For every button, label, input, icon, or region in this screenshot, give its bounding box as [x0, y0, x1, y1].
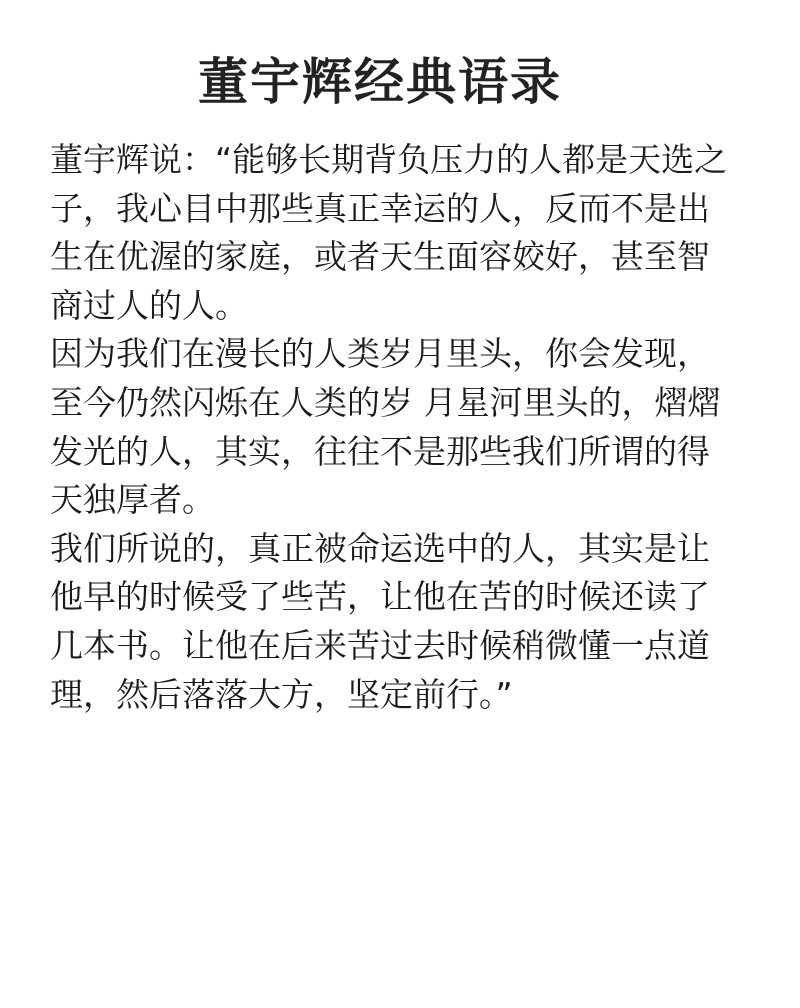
text-line: 他早的时候受了些苦，让他在苦的时候还读了	[50, 577, 710, 617]
text-line: 因为我们在漫长的人类岁月里头，你会发现，	[50, 334, 710, 374]
text-line: 理，然后落落大方，坚定前行。”	[50, 674, 513, 714]
page-title: 董宇辉经典语录	[198, 52, 562, 111]
text-line: 董宇辉说：“能够长期背负压力的人都是天选之	[50, 140, 728, 179]
text-line: 商过人的人。	[50, 285, 248, 325]
text-line: 至今仍然闪烁在人类的岁 月星河里头的，熠熠	[50, 382, 721, 422]
text-line: 几本书。让他在后来苦过去时候稍微懂一点道	[50, 625, 710, 665]
quote-paragraph-3	[50, 525, 750, 719]
quote-paragraph-1	[50, 136, 750, 330]
text-line: 天独厚者。	[50, 480, 215, 520]
text-line: 生在优渥的家庭，或者天生面容姣好，甚至智	[50, 237, 710, 277]
text-line: 发光的人，其实，往往不是那些我们所谓的得	[50, 431, 710, 471]
text-line: 我们所说的，真正被命运选中的人，其实是让	[50, 528, 710, 568]
quote-paragraph-2	[50, 330, 750, 524]
quote-body	[50, 136, 750, 719]
text-line: 子，我心目中那些真正幸运的人，反而不是出	[50, 188, 710, 228]
